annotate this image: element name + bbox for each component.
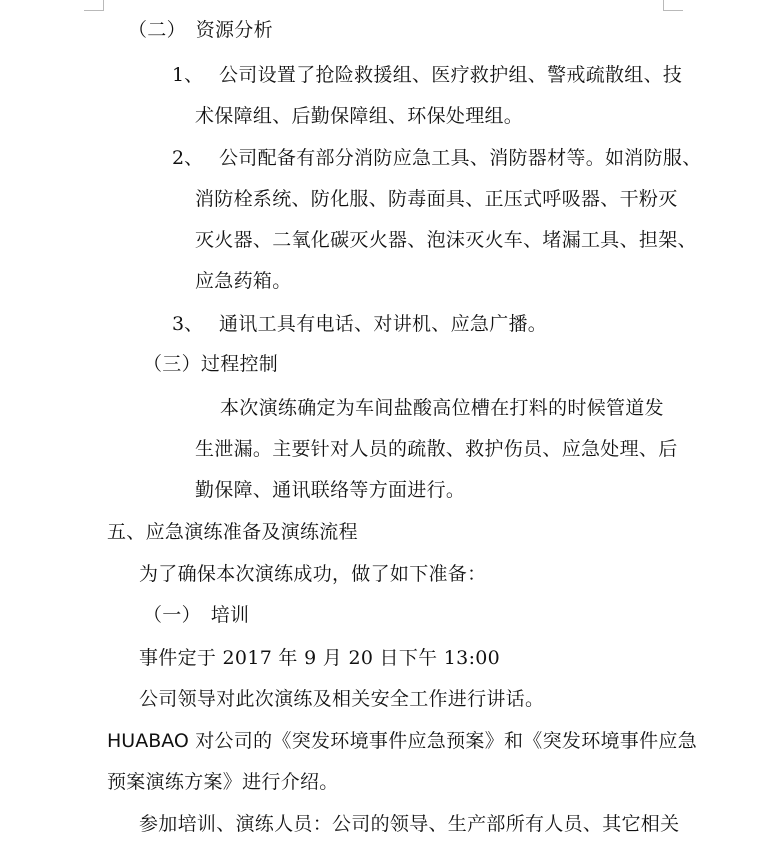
preparation-intro: 为了确保本次演练成功，做了如下准备： [139, 563, 487, 585]
plan-intro-line-1 [107, 729, 697, 753]
heading-section-five: 五、应急演练准备及演练流程 [107, 521, 358, 543]
leader-speech-line: 公司领导对此次演练及相关安全工作进行讲话。 [139, 688, 545, 710]
plan-intro-line-2: 预案演练方案》进行介绍。 [107, 771, 339, 793]
item-2-line-4: 应急药箱。 [195, 270, 292, 292]
process-line-2: 生泄漏。主要针对人员的疏散、救护伤员、应急处理、后 [195, 438, 678, 460]
item-3-number: 3、 [172, 313, 204, 335]
item-2-line-1: 公司配备有部分消防应急工具、消防器材等。如消防服、 [219, 147, 702, 169]
item-1-number: 1、 [172, 64, 204, 86]
company-name: HUABAO [107, 730, 189, 752]
plan-intro-line-1-text: 对公司的《突发环境事件应急预案》和《突发环境事件应急 [188, 730, 698, 752]
heading-process-control: （三）过程控制 [143, 353, 279, 375]
item-3-line-1: 通讯工具有电话、对讲机、应急广播。 [219, 313, 548, 335]
participants-line: 参加培训、演练人员：公司的领导、生产部所有人员、其它相关 [139, 813, 680, 835]
item-1-line-2: 术保障组、后勤保障组、环保处理组。 [195, 105, 524, 127]
heading-resource-analysis: （二） 资源分析 [128, 19, 273, 41]
item-1-line-1: 公司设置了抢险救援组、医疗救护组、警戒疏散组、技 [219, 64, 683, 86]
item-2-line-2: 消防栓系统、防化服、防毒面具、正压式呼吸器、干粉灭 [195, 188, 678, 210]
item-2-line-3: 灭火器、二氧化碳灭火器、泡沫灭火车、堵漏工具、担架、 [195, 229, 697, 251]
crop-mark-left-vertical [103, 0, 104, 10]
crop-mark-left-horizontal [84, 10, 104, 11]
item-2-number: 2、 [172, 147, 204, 169]
event-time-line: 事件定于 2017 年 9 月 20 日下午 13:00 [139, 647, 501, 669]
crop-mark-right-horizontal [663, 10, 683, 11]
process-line-3: 勤保障、通讯联络等方面进行。 [195, 479, 466, 501]
heading-training: （一） 培训 [143, 604, 250, 626]
crop-mark-right-vertical [663, 0, 664, 10]
process-line-1: 本次演练确定为车间盐酸高位槽在打料的时候管道发 [220, 397, 664, 419]
